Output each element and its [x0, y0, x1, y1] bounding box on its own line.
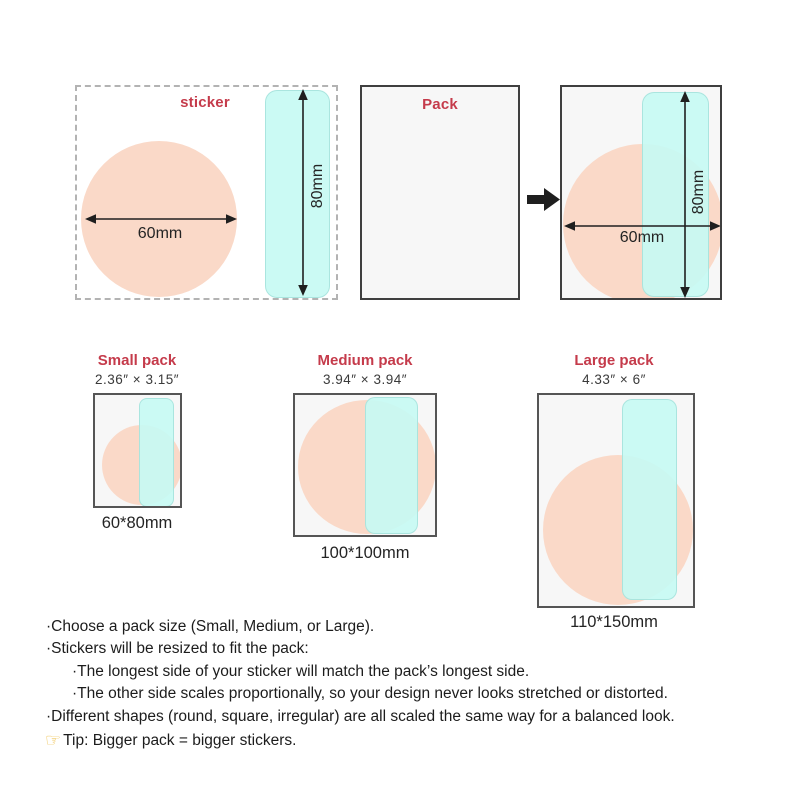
- rect-height-label: 80mm: [309, 163, 326, 209]
- tip-text: Tip: Bigger pack = bigger stickers.: [63, 732, 297, 749]
- result-panel: [560, 85, 722, 300]
- note-shapes: ·Different shapes (round, square, irregular) are all scaled the same way for a balanced look.: [46, 708, 675, 725]
- note-proportional: ·The other side scales proportionally, so your design never looks stretched or distorted.: [72, 685, 668, 702]
- preview-rect-shape: [139, 398, 174, 507]
- note-resized: ·Stickers will be resized to fit the pack:: [46, 640, 309, 657]
- note-tip: [45, 730, 296, 751]
- result-circle-width-label: 60mm: [619, 229, 665, 246]
- result-rect-height-label: 80mm: [690, 169, 707, 215]
- large-pack-mm: 110*150mm: [570, 613, 658, 631]
- medium-pack-preview: [293, 393, 437, 537]
- pack-panel: [360, 85, 520, 300]
- note-choose-pack: ·Choose a pack size (Small, Medium, or Large).: [46, 618, 375, 635]
- pack-panel-label: Pack: [422, 96, 458, 113]
- small-pack-title: Small pack: [97, 352, 177, 369]
- medium-pack-inches: 3.94″ × 3.94″: [323, 372, 407, 387]
- dimension-arrow-vertical: [296, 89, 310, 296]
- circle-width-label: 60mm: [137, 225, 183, 242]
- dimension-arrow-horizontal: [85, 212, 237, 226]
- preview-rect-shape: [622, 399, 677, 600]
- pointing-hand-icon: ☞: [45, 730, 62, 750]
- sticker-panel-label: sticker: [180, 94, 230, 111]
- transform-arrow-icon: [527, 187, 560, 212]
- small-pack-preview: [93, 393, 182, 508]
- small-pack-mm: 60*80mm: [101, 514, 173, 532]
- small-pack-inches: 2.36″ × 3.15″: [95, 372, 179, 387]
- medium-pack-title: Medium pack: [317, 352, 413, 369]
- preview-rect-shape: [365, 397, 418, 534]
- note-longest-side: ·The longest side of your sticker will match the pack’s longest side.: [72, 663, 530, 680]
- large-pack-preview: [537, 393, 695, 608]
- medium-pack-mm: 100*100mm: [320, 544, 410, 562]
- large-pack-inches: 4.33″ × 6″: [582, 372, 646, 387]
- large-pack-title: Large pack: [574, 352, 654, 369]
